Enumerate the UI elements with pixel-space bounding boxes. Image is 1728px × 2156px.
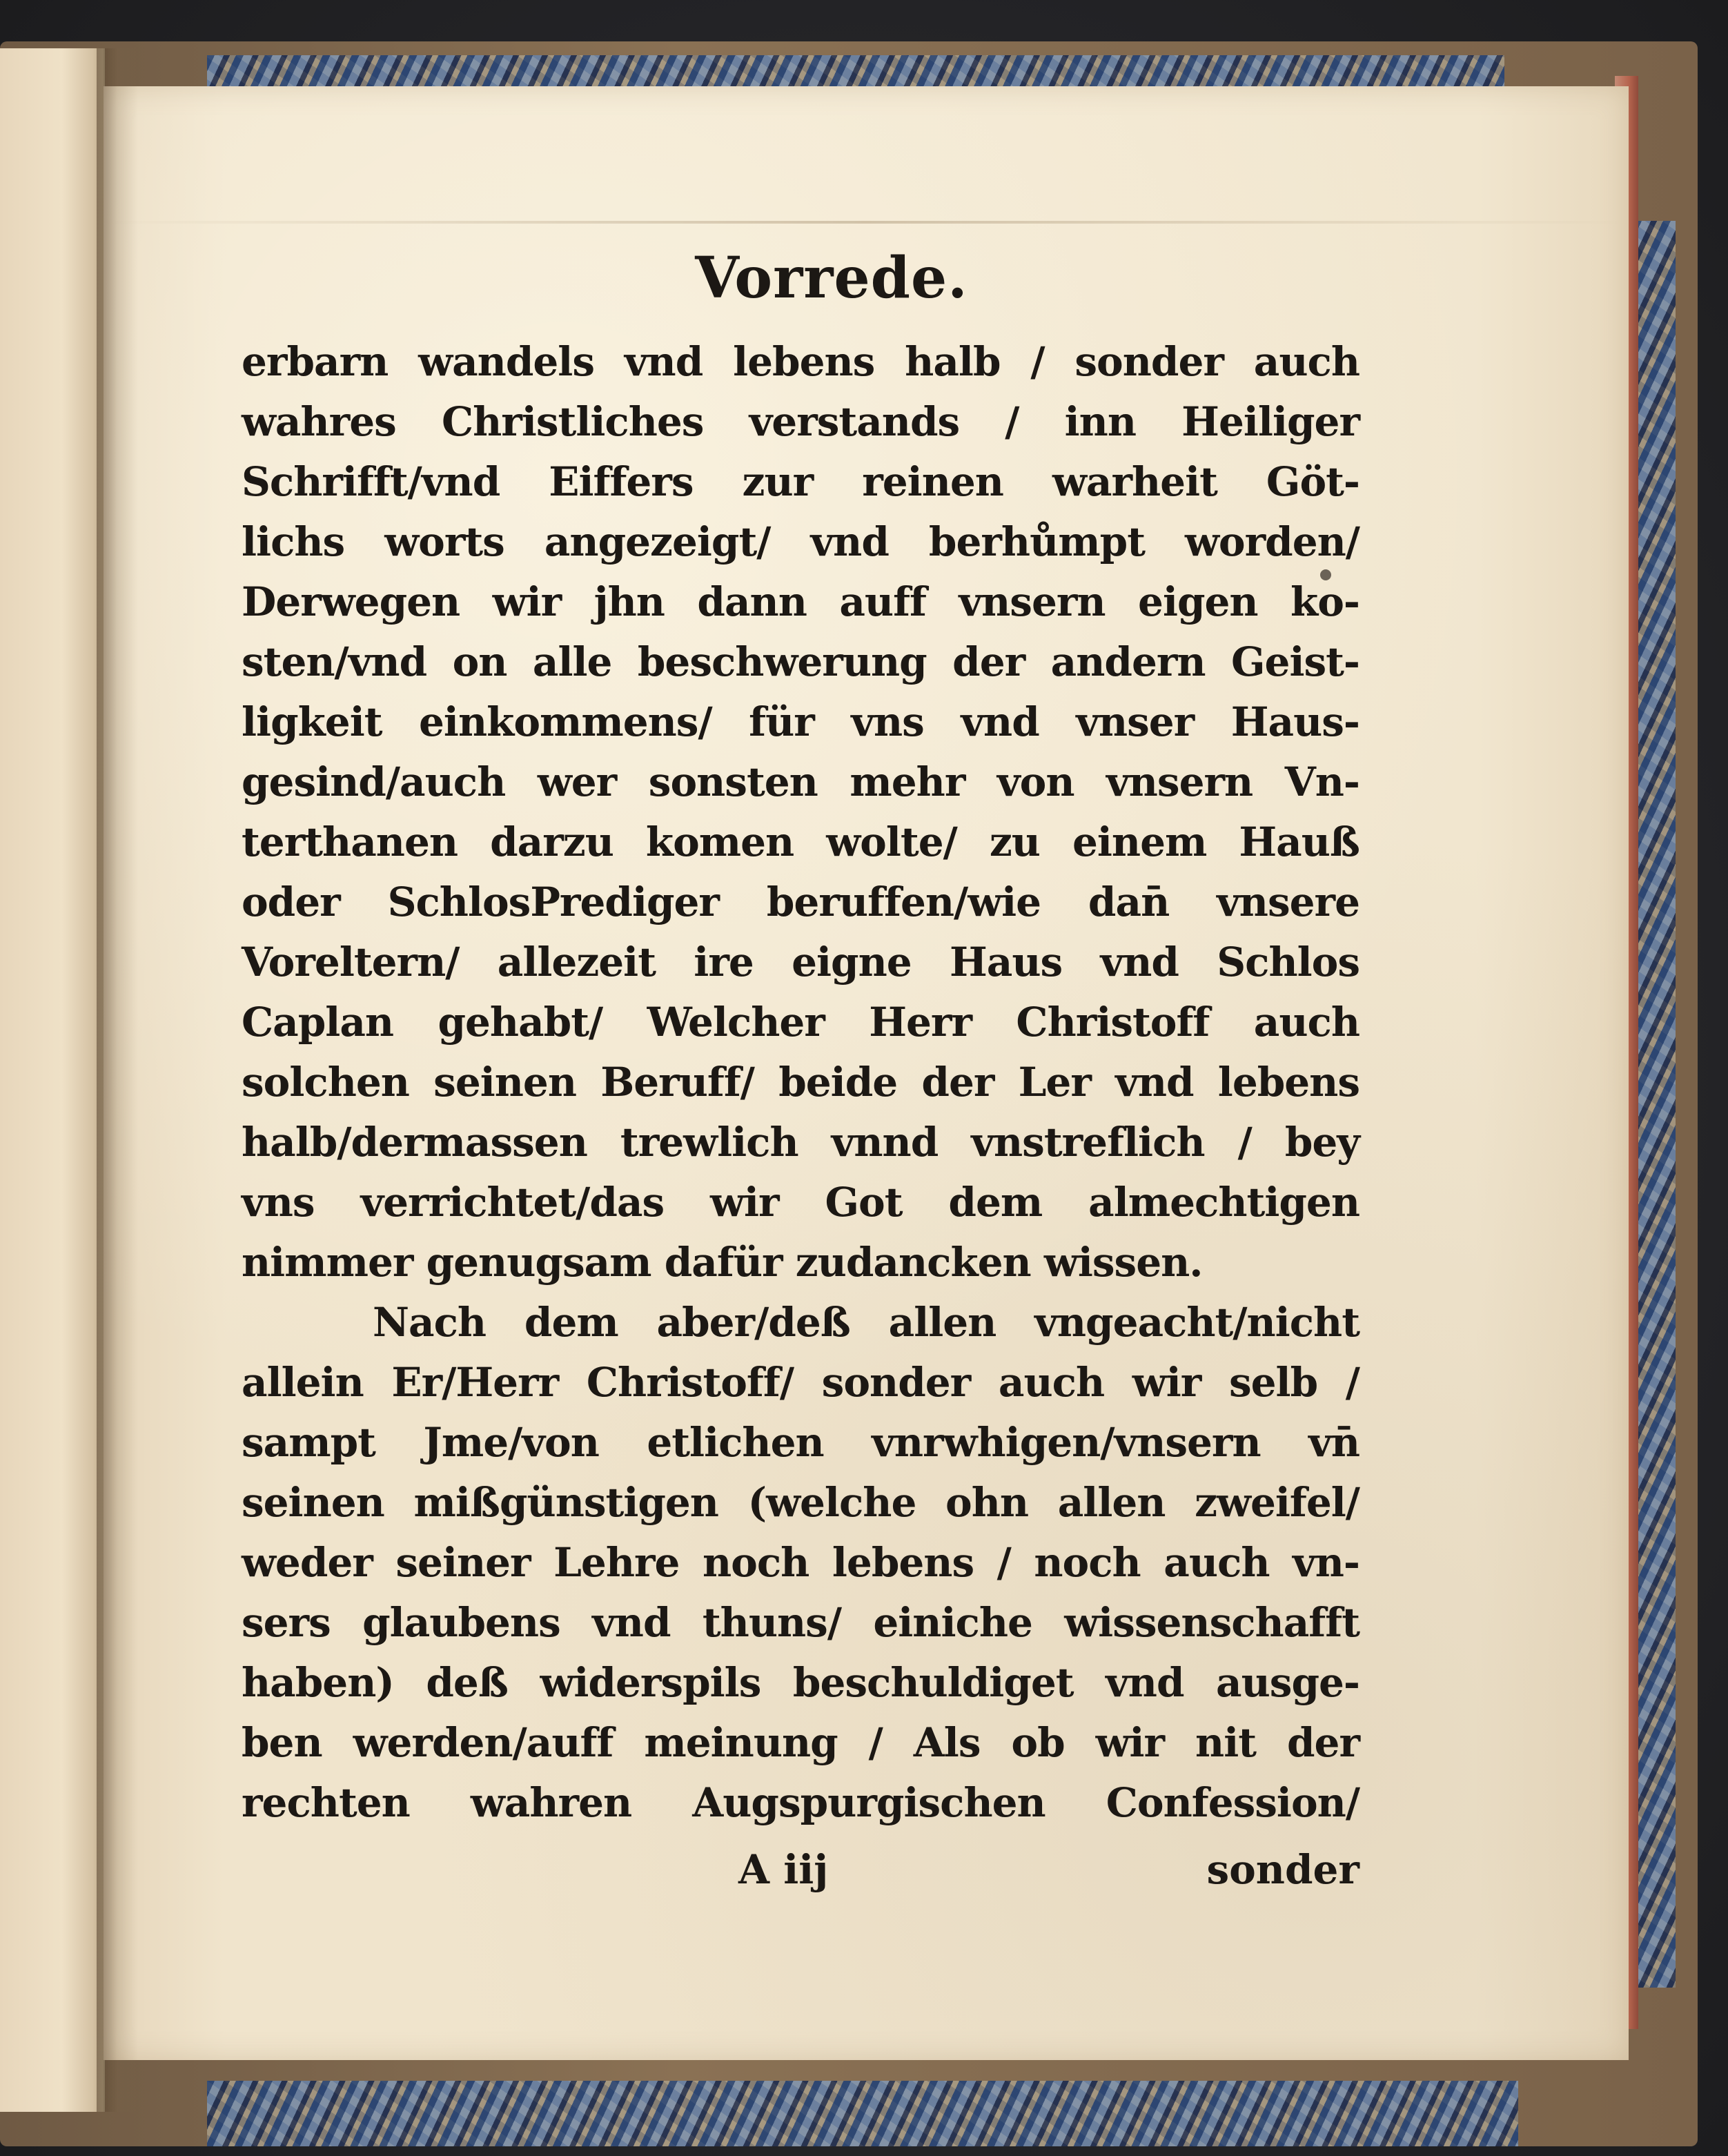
text-line: lichs worts angezeigt/ vnd berhůmpt worden/ (242, 518, 1359, 565)
marbled-endpaper-bottom (207, 2081, 1518, 2146)
text-line: Schrifft/vnd Eiffers zur reinen warheit Göt- (242, 458, 1359, 505)
text-line-paragraph-start: Nach dem aber/deß allen vngeacht/nicht (373, 1299, 1359, 1346)
page-footer (242, 1839, 1359, 1901)
text-line: gesind/auch wer sonsten mehr von vnsern Vn- (242, 758, 1359, 805)
text-line: oder SchlosPrediger beruffen/wie dan̄ vnsere (242, 879, 1359, 925)
text-line: Voreltern/ allezeit ire eigne Haus vnd Schlos (242, 939, 1359, 986)
text-line: Derwegen wir jhn dann auff vnsern eigen ko- (242, 578, 1359, 625)
text-line: haben) deß widerspils beschuldiget vnd ausge- (242, 1659, 1359, 1706)
text-line: sers glaubens vnd thuns/ einiche wissenschafft (242, 1599, 1359, 1646)
text-line: weder seiner Lehre noch lebens / noch auch vn- (242, 1539, 1359, 1586)
text-line: solchen seinen Beruff/ beide der Ler vnd lebens (242, 1059, 1359, 1106)
text-line: ben werden/auff meinung / Als ob wir nit der (242, 1719, 1359, 1766)
text-line: erbarn wandels vnd lebens halb / sonder auch (242, 338, 1359, 385)
text-line: sten/vnd on alle beschwerung der andern Geist- (242, 638, 1359, 685)
text-line: Caplan gehabt/ Welcher Herr Christoff auch (242, 999, 1359, 1046)
page-text-block (242, 245, 1359, 1901)
left-page-edge (0, 48, 105, 2112)
gutter-shadow (97, 48, 138, 2112)
paper-crease (104, 221, 1629, 224)
text-line-paragraph-end: nimmer genugsam dafür zudancken wissen. (242, 1239, 1203, 1286)
marbled-endpaper-right (1634, 221, 1676, 1988)
catchword: sonder (1206, 1846, 1359, 1893)
text-line: halb/dermassen trewlich vnnd vnstreflich / bey (242, 1119, 1359, 1166)
text-line: wahres Christliches verstands / inn Heiliger (242, 398, 1359, 445)
text-line: vns verrichtet/das wir Got dem almechtigen (242, 1179, 1359, 1226)
text-line: sampt Jme/von etlichen vnrwhigen/vnsern vn̄ (242, 1419, 1359, 1466)
text-line: ligkeit einkommens/ für vns vnd vnser Haus- (242, 698, 1359, 745)
text-line: terthanen darzu komen wolte/ zu einem Hauß (242, 819, 1359, 865)
recto-page (104, 86, 1629, 2060)
text-line: rechten wahren Augspurgischen Confession/ (242, 1779, 1359, 1826)
text-line: allein Er/Herr Christoff/ sonder auch wir selb / (242, 1359, 1359, 1406)
signature-mark: A iij (738, 1846, 829, 1893)
running-head: Vorrede. (695, 245, 968, 311)
text-line: seinen mißgünstigen (welche ohn allen zweifel/ (242, 1479, 1359, 1526)
